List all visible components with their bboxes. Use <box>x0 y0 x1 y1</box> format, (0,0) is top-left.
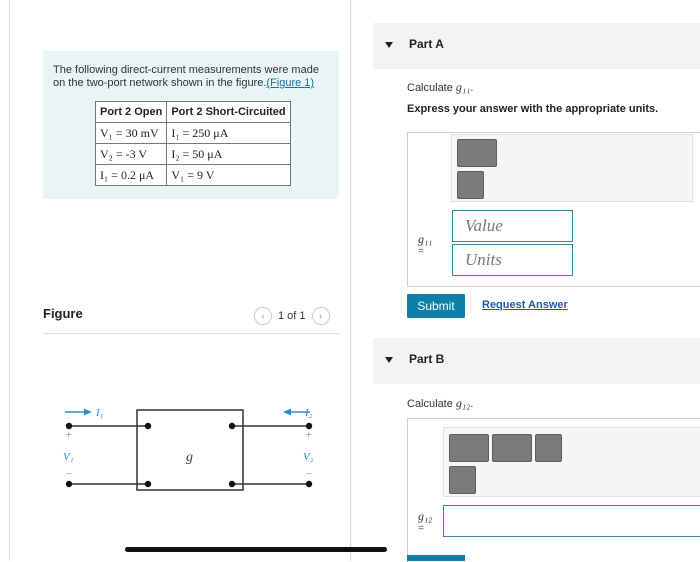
part-a-equals: = <box>418 246 424 257</box>
calc-suffix: . <box>470 398 474 410</box>
template-tool-button[interactable] <box>449 434 489 462</box>
scroll-indicator <box>125 547 387 552</box>
terminal-dot <box>306 481 312 487</box>
part-b-answer-box <box>407 418 700 562</box>
figure-label: Figure <box>43 306 83 321</box>
table-header-row <box>96 102 291 123</box>
v1-label: V₁ <box>63 451 74 463</box>
part-b-answer-input[interactable] <box>443 505 700 537</box>
i2-label: I₂ <box>305 407 313 419</box>
problem-text <box>53 64 333 90</box>
table-cell: I₁ = 250 μA <box>167 123 290 144</box>
undo-tool-button[interactable] <box>449 466 476 494</box>
table-cell: I₁ = 0.2 μA <box>96 165 167 186</box>
header-port2-open: Port 2 Open <box>96 102 167 123</box>
part-b-header[interactable] <box>373 338 700 384</box>
terminal-dot <box>229 423 235 429</box>
part-a-instruction: Express your answer with the appropriate units. <box>407 103 659 115</box>
template-tool-button[interactable] <box>457 139 497 167</box>
measurements-table <box>95 101 291 186</box>
part-a-question <box>407 80 473 95</box>
calc-variable: g₁₂ <box>455 396 471 410</box>
part-b-title: Part B <box>409 352 445 366</box>
v2-label: V₂ <box>303 451 314 463</box>
table-cell: I₂ = 50 μA <box>167 144 290 165</box>
prev-figure-button[interactable]: ‹ <box>254 307 272 325</box>
table-row <box>96 144 291 165</box>
i2-arrow-head <box>283 409 291 416</box>
value-input[interactable]: Value <box>452 210 573 242</box>
terminal-dot <box>229 481 235 487</box>
calc-prefix: Calculate <box>407 82 456 94</box>
table-cell: V₂ = -3 V <box>96 144 167 165</box>
terminal-dot <box>66 481 72 487</box>
problem-description: The following direct-current measurements were made on the two-port network shown in the figure. <box>53 64 319 89</box>
v1-plus: + <box>66 430 72 441</box>
part-b-toolbar <box>443 427 700 497</box>
units-input[interactable]: Units <box>452 244 573 276</box>
i1-label: I₁ <box>96 407 104 419</box>
header-port2-short: Port 2 Short-Circuited <box>167 102 290 123</box>
part-b-submit-button-partial[interactable] <box>407 555 465 561</box>
problem-statement <box>43 51 339 199</box>
part-a-header[interactable] <box>373 23 700 69</box>
collapse-triangle-icon[interactable] <box>385 357 393 363</box>
submit-button[interactable]: Submit <box>407 294 465 318</box>
v1-minus: − <box>66 469 72 480</box>
part-a-variable-label: g₁₁ <box>418 232 433 246</box>
two-port-circuit-diagram <box>43 395 339 505</box>
table-cell: V₁ = 9 V <box>167 165 290 186</box>
undo-tool-button[interactable] <box>457 171 484 199</box>
calc-prefix: Calculate <box>407 398 456 410</box>
next-figure-button[interactable]: › <box>312 307 330 325</box>
part-a-toolbar <box>451 134 693 202</box>
pager-text: 1 of 1 <box>278 310 306 322</box>
figure-divider <box>43 333 339 334</box>
figure-pager <box>254 306 330 326</box>
figure-link[interactable]: (Figure 1) <box>266 77 315 89</box>
collapse-triangle-icon[interactable] <box>385 42 393 48</box>
calc-suffix: . <box>470 82 474 94</box>
panel-divider <box>350 0 351 561</box>
terminal-dot <box>306 423 312 429</box>
terminal-dot <box>145 481 151 487</box>
part-a-title: Part A <box>409 37 444 51</box>
i1-arrow-head <box>84 409 92 416</box>
terminal-dot <box>66 423 72 429</box>
part-b-variable-label: g₁₂ <box>418 509 433 523</box>
v2-minus: − <box>306 469 312 480</box>
part-a-answer-box <box>407 132 700 287</box>
terminal-dot <box>145 423 151 429</box>
table-row <box>96 165 291 186</box>
table-cell: V₁ = 30 mV <box>96 123 167 144</box>
request-answer-link[interactable]: Request Answer <box>482 299 568 311</box>
symbol-tool-button[interactable] <box>535 434 562 462</box>
calc-variable: g₁₁ <box>455 80 471 94</box>
part-b-question <box>407 396 473 411</box>
part-b-equals: = <box>418 523 424 534</box>
network-g-label: g <box>186 450 193 465</box>
v2-plus: + <box>306 430 312 441</box>
left-edge-line <box>9 0 10 561</box>
table-row <box>96 123 291 144</box>
greek-tool-button[interactable] <box>492 434 532 462</box>
